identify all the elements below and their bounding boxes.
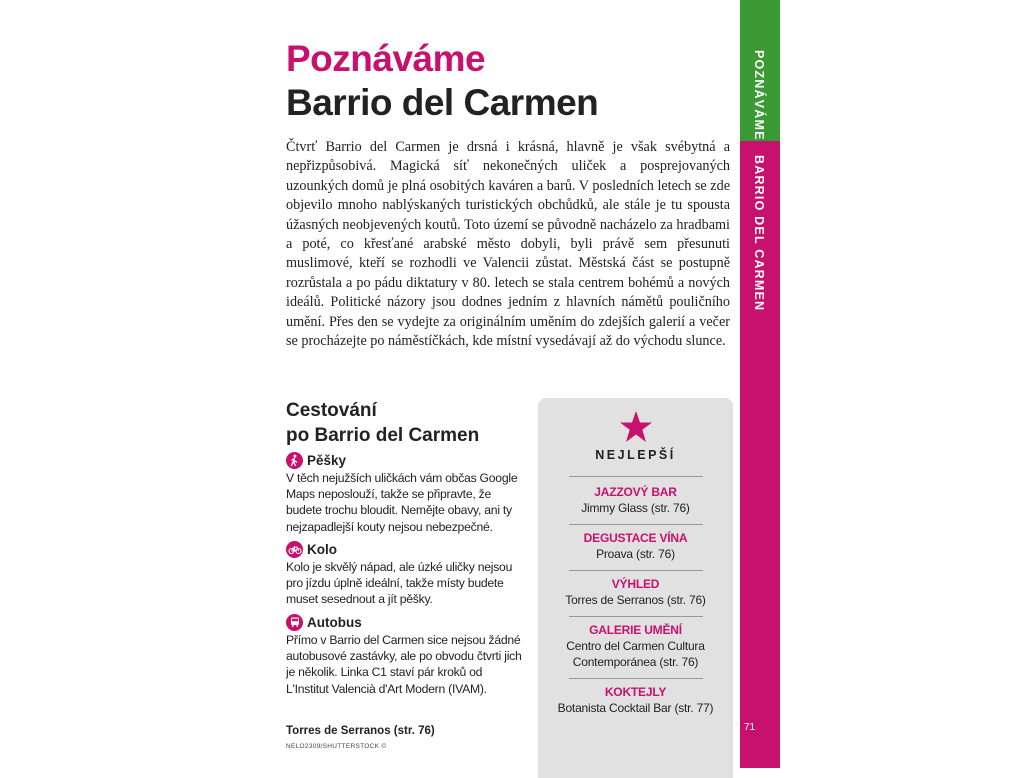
best-of-category: JAZZOVÝ BAR — [594, 485, 677, 499]
section-tab-label: POZNÁVÁME — [752, 50, 766, 141]
best-of-category: KOKTEJLY — [604, 685, 667, 699]
pedestrian-icon — [286, 452, 303, 469]
travel-mode-bike — [286, 540, 526, 608]
best-of-item — [538, 468, 733, 516]
travel-mode-walk — [286, 451, 526, 535]
bus-icon — [286, 614, 303, 631]
best-of-item — [538, 516, 733, 562]
travel-section-title — [286, 398, 526, 448]
page-title: Barrio del Carmen — [286, 82, 599, 123]
travel-title-line2: po Barrio del Carmen — [286, 425, 480, 446]
best-of-item — [538, 608, 733, 670]
travel-mode-text: V těch nejužších uličkách vám občas Google Maps neposlouží, takže se připravte, že budete trochu bloudit. Nemějte obavy, ani ty nejzapadlejší kouty nejsou nebezpečné. — [286, 471, 518, 534]
best-of-category: VÝHLED — [611, 577, 660, 591]
best-of-heading: NEJLEPŠÍ — [595, 448, 676, 462]
best-of-value: Jimmy Glass (str. 76) — [581, 501, 690, 515]
best-of-item — [538, 670, 733, 716]
best-of-value: Centro del Carmen Cultura Contemporánea (str. 76) — [566, 639, 705, 669]
travel-mode-name: Autobus — [307, 614, 362, 630]
travel-title-line1: Cestování — [286, 400, 377, 421]
best-of-value: Botanista Cocktail Bar (str. 77) — [557, 701, 714, 715]
travel-mode-name: Kolo — [307, 541, 337, 557]
bicycle-icon — [286, 541, 303, 558]
best-of-list — [538, 468, 733, 716]
travel-mode-name: Pěšky — [307, 452, 347, 468]
travel-mode-text: Přímo v Barrio del Carmen sice nejsou žádné autobusové zastávky, ale po obvodu čtvrti jich je několik. Linka C1 staví pár kroků od L'Institut Valencià d'Art Modern (IVAM). — [286, 633, 522, 696]
photo-caption: Torres de Serranos (str. 76) — [286, 725, 435, 737]
star-icon — [619, 410, 653, 444]
section-tab — [740, 0, 780, 141]
best-of-value: Proava (str. 76) — [596, 547, 675, 561]
page-number: 71 — [744, 722, 756, 733]
best-of-value: Torres de Serranos (str. 76) — [565, 593, 706, 607]
best-of-category: DEGUSTACE VÍNA — [583, 531, 688, 545]
chapter-tab-label: BARRIO DEL CARMEN — [752, 155, 766, 312]
best-of-item — [538, 562, 733, 608]
photo-credit: NELO2309/SHUTTERSTOCK © — [286, 743, 387, 750]
travel-mode-bus — [286, 613, 526, 697]
best-of-box — [538, 398, 733, 778]
page-title-pink: Poznáváme — [286, 38, 486, 79]
travel-mode-text: Kolo je skvělý nápad, ale úzké uličky nejsou pro jízdu úplně ideální, takže místy budete muset sesednout a jít pěšky. — [286, 560, 513, 607]
chapter-tab — [740, 141, 780, 768]
intro-paragraph: Čtvrť Barrio del Carmen je drsná i krásná, hlavně je však svébytná a nepřizpůsobivá. Magická síť nekonečných uliček a posprejovaných uzounkých domů je plná osobitých kaváren a barů. V posledních letech se zde objevilo mnoho nablýskaných turistických obchůdků, ale stále je tu spousta úžasných neobjevených koutů. Toto území se původně nacházelo za hradbami a poté, co křesťané arabské město dobyli, byli právě sem přesunuti muslimové, kteří se rozhodli ve Valencii zůstat. Městská část se postupně rozrůstala a po pádu diktatury v 80. letech se stala centrem bohémů a nových ideálů. Politické názory jsou dodnes jedním z hlavních námětů pouličního umění. Přes den se vydejte za originálním uměním do zdejších galerií a večer se procházejte po náměstíčkách, kde místní vysedávají až do východu slunce. — [286, 139, 730, 350]
best-of-category: GALERIE UMĚNÍ — [589, 623, 682, 637]
